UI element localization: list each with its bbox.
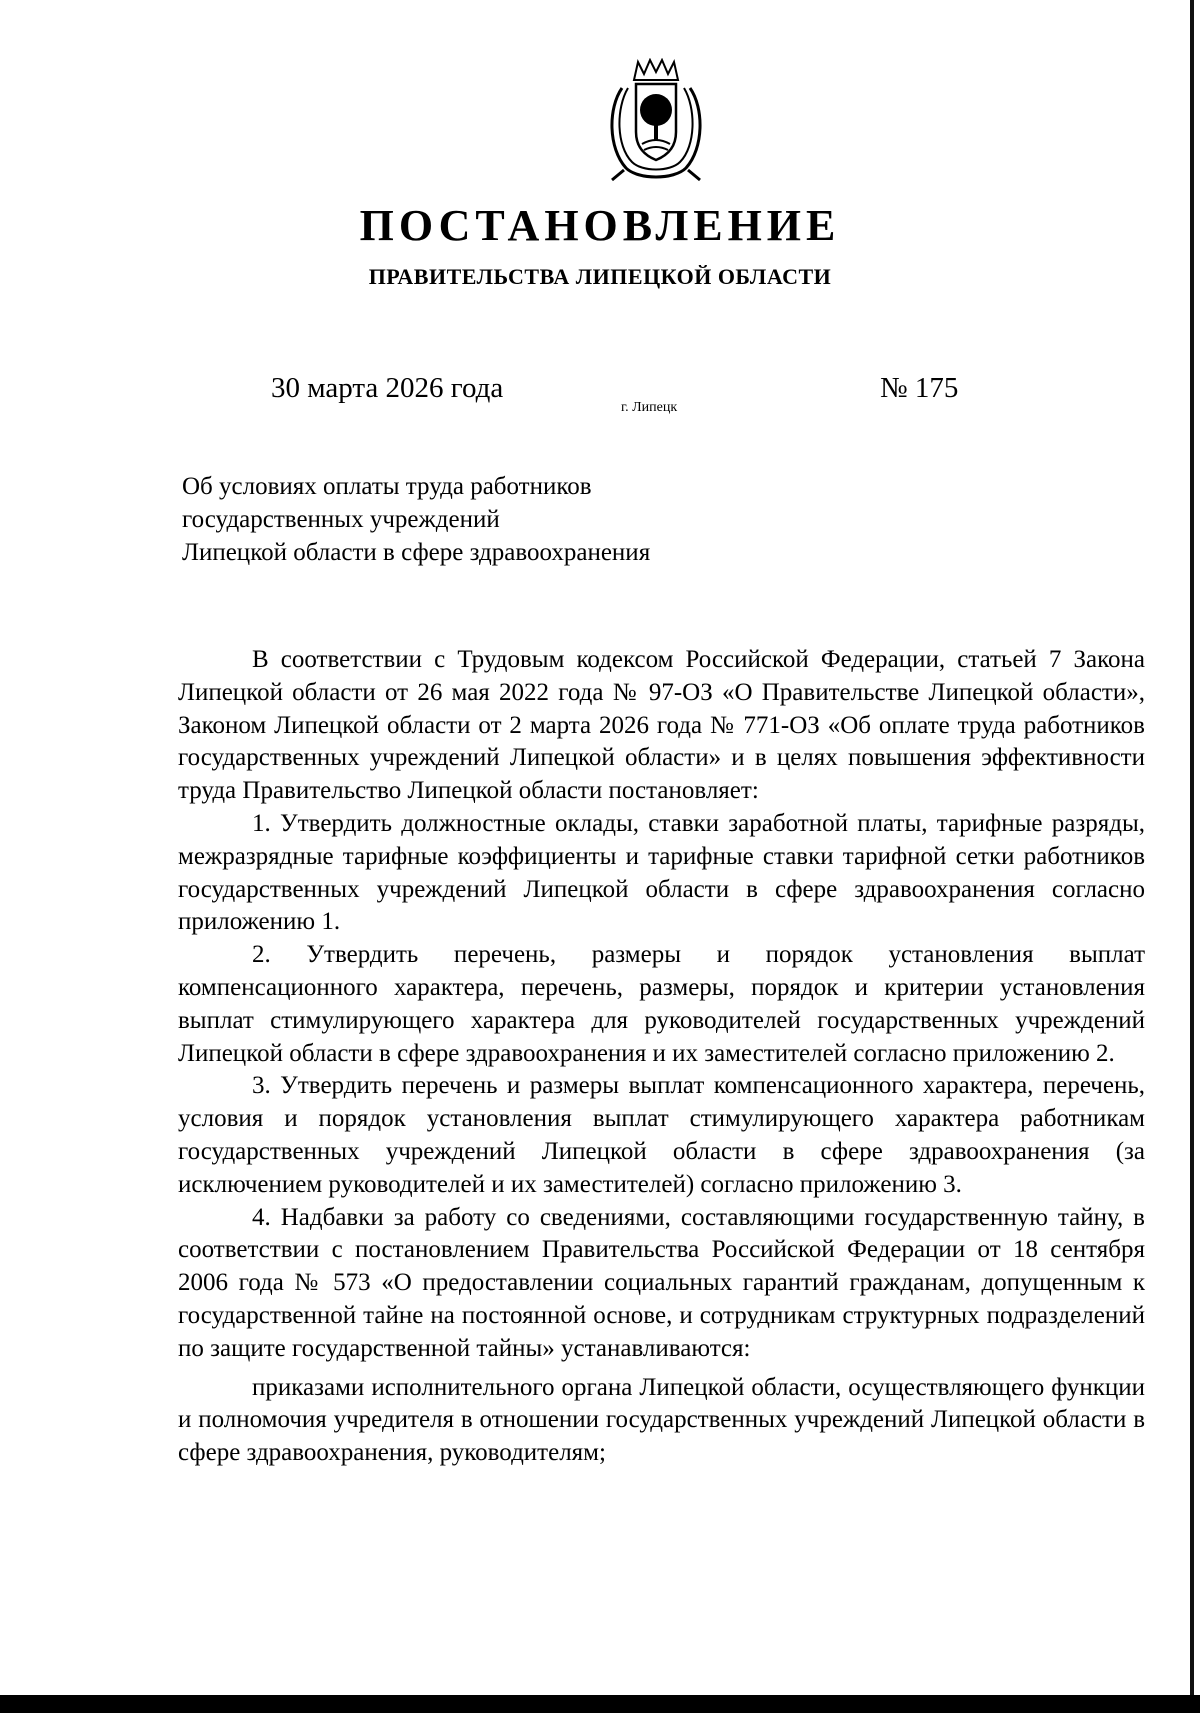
document-type-title: ПОСТАНОВЛЕНИЕ xyxy=(359,201,841,250)
issuer-name: ПРАВИТЕЛЬСТВА ЛИПЕЦКОЙ ОБЛАСТИ xyxy=(368,264,832,289)
document-number: № 175 xyxy=(880,372,959,404)
clause-4-paragraph: 4. Надбавки за работу со сведениями, составляющими государственную тайну, в соответствии с постановлением Правительства Российской Федерации от 18 сентября 2006 года № 573 «О предоставлении социальных гарантий гражданам, допущенным к государственной тайне на постоянной основе, и сотрудникам структурных подразделений по защите государственной тайны» устанавливаются: xyxy=(178,1203,1145,1362)
clause-1-paragraph: 1. Утвердить должностные оклады, ставки заработной платы, тарифные разряды, межразрядные тарифные коэффициенты и тарифные ставки тарифной сетки работников государственных учреждений Липецкой области в сфере здравоохранения согласно приложению 1. xyxy=(178,809,1145,936)
document-city: г. Липецк xyxy=(621,400,678,415)
document-date: 30 марта 2026 года xyxy=(271,372,504,404)
document-body xyxy=(178,644,1145,1470)
page-border-bottom xyxy=(0,1695,1200,1713)
page-border-right xyxy=(1190,0,1194,1713)
document-subject xyxy=(182,470,650,569)
subject-line: Об условиях оплаты труда работников xyxy=(182,473,592,500)
clause-2-paragraph: 2. Утвердить перечень, размеры и порядок установления выплат компенсационного характера, перечень, размеры, порядок и критерии установления выплат стимулирующего характера для руководителей государственных учреждений Липецкой области в сфере здравоохранения и их заместителей согласно приложению 2. xyxy=(178,941,1145,1067)
coat-of-arms-emblem xyxy=(604,58,708,182)
subject-line: государственных учреждений xyxy=(182,506,500,533)
clause-4-subparagraph: приказами исполнительного органа Липецкой области, осуществляющего функции и полномочия учредителя в отношении государственных учреждений Липецкой области в сфере здравоохранения, руководителям; xyxy=(178,1373,1145,1467)
clause-3-paragraph: 3. Утвердить перечень и размеры выплат компенсационного характера, перечень, условия и порядок установления выплат стимулирующего характера работникам государственных учреждений Липецкой области в сфере здравоохранения (за исключением руководителей и их заместителей) согласно приложению 3. xyxy=(178,1072,1145,1198)
preamble-paragraph: В соответствии с Трудовым кодексом Российской Федерации, статьей 7 Закона Липецкой области от 26 мая 2022 года № 97-ОЗ «О Правительстве Липецкой области», Законом Липецкой области от 2 марта 2026 года № 771-ОЗ «Об оплате труда работников государственных учреждений Липецкой области» и в целях повышения эффективности труда Правительство Липецкой области постановляет: xyxy=(178,646,1145,805)
subject-line: Липецкой области в сфере здравоохранения xyxy=(182,539,651,566)
